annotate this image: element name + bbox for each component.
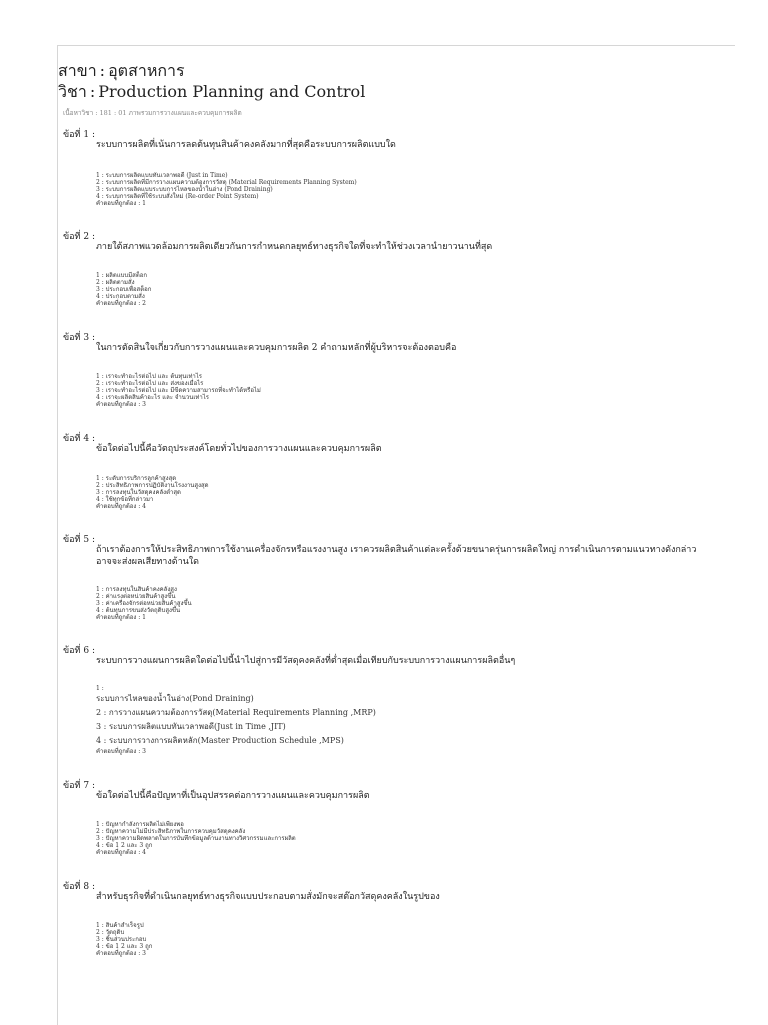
option-list: [96, 586, 192, 622]
option-4: 4 : ข้อ 1 2 และ 3 ถูก: [96, 842, 153, 849]
option-4: 4 : ระบบการวางการผลิตหลัก(Master Production Schedule ,MPS): [96, 736, 344, 745]
question-number: ข้อที่ 3 :: [63, 333, 95, 343]
option-1: ระบบการไหลของน้ำในอ่าง(Pond Draining): [96, 694, 254, 703]
option-4: 4 : ต้นทุนการขนส่งวัตถุดิบสูงขึ้น: [96, 607, 181, 614]
option-3: 3 : เราจะทำอะไรต่อไป และ มีขีดความสามารถที่จะทำได้หรือไม่: [96, 387, 261, 394]
option-3: 3 : ปัญหาความผิดพลาดในการบันทึกข้อมูลด้านงานทางวิศวกรรมและการผลิต: [96, 835, 296, 842]
option-3: 3 : ค่าเครื่องจักรต่อหน่วยสินค้าสูงขึ้น: [96, 600, 192, 607]
subject-label: วิชา: [58, 82, 87, 101]
question-5: [63, 535, 703, 621]
question-text: ถ้าเราต้องการให้ประสิทธิภาพการใช้งานเครื่องจักรหรือแรงงานสูง เราควรผลิตสินค้าแต่ละครั้งด้วยขนาดรุ่นการผลิตใหญ่ การดำเนินการตามแนวทางดังกล่าวอาจจะส่งผลเสียทางด้านใด: [96, 545, 697, 567]
branch-label: สาขา: [58, 61, 97, 80]
subject-value: Production Planning and Control: [98, 82, 366, 101]
question-text: ข้อใดต่อไปนี้คือปัญหาที่เป็นอุปสรรคต่อการวางแผนและควบคุมการผลิต: [96, 791, 370, 801]
question-text: ระบบการวางแผนการผลิตใดต่อไปนี้นำไปสู่การมีวัสดุคงคลังที่ต่ำสุดเมื่อเทียบกับระบบการวางแผนการผลิตอื่นๆ: [96, 656, 516, 666]
option-1: 1 : เราจะทำอะไรต่อไป และ ต้นทุนเท่าไร: [96, 373, 203, 380]
correct-answer: คำตอบที่ถูกต้อง : 4: [96, 849, 146, 856]
correct-answer: คำตอบที่ถูกต้อง : 2: [96, 300, 146, 307]
question-number: ข้อที่ 1 :: [63, 130, 95, 140]
option-4: 4 : ประกอบตามสั่ง: [96, 293, 145, 300]
option-list: [96, 821, 296, 857]
question-text: สำหรับธุรกิจที่ดำเนินกลยุทธ์ทางธุรกิจแบบประกอบตามสั่งมักจะสต๊อกวัสดุคงคลังในรูปของ: [96, 892, 440, 902]
question-8: [63, 882, 703, 957]
document-header: [58, 60, 718, 118]
option-1: 1 : ผลิตแบบมีสต็อก: [96, 272, 147, 279]
option-3: 3 : ชิ้นส่วนประกอบ: [96, 936, 147, 943]
branch-value: อุตสาหการ: [108, 61, 185, 80]
question-number: ข้อที่ 5 :: [63, 535, 95, 545]
option-4: 4 : ระบบการผลิตที่ใช้ระบบสั่งใหม่ (Re-order Point System): [96, 193, 259, 200]
option-list: [96, 373, 261, 409]
option-1: 1 : ปัญหากำลังการผลิตไม่เพียงพอ: [96, 821, 184, 828]
question-number: ข้อที่ 2 :: [63, 232, 95, 242]
correct-answer: คำตอบที่ถูกต้อง : 3: [96, 950, 146, 957]
option-list: [96, 922, 152, 958]
option-3: 3 : ระบบการผลิตแบบระบบการไหลของน้ำในอ่าง (Pond Draining): [96, 186, 273, 193]
question-text: ในการตัดสินใจเกี่ยวกับการวางแผนและควบคุมการผลิต 2 คำถามหลักที่ผู้บริหารจะต้องตอบคือ: [96, 343, 457, 353]
question-number: ข้อที่ 8 :: [63, 882, 95, 892]
option-4: 4 : ข้อ 1 2 และ 3 ถูก: [96, 943, 153, 950]
question-7: [63, 781, 703, 856]
question-text: ข้อใดต่อไปนี้คือวัตถุประสงค์โดยทั่วไปของการวางแผนและควบคุมการผลิต: [96, 444, 382, 454]
question-text: ระบบการผลิตที่เน้นการลดต้นทุนสินค้าคงคลังมากที่สุดคือระบบการผลิตแบบใด: [96, 140, 396, 150]
question-6: [63, 646, 703, 755]
option-1: 1 : ระดับการบริการลูกค้าสูงสุด: [96, 475, 177, 482]
option-2: 2 : ระบบการผลิตที่มีการวางแผนความต้องการวัสดุ (Material Requirements Planning System): [96, 179, 357, 186]
option-1: 1 : สินค้าสำเร็จรูป: [96, 922, 144, 929]
topic-line: เนื้อหาวิชา : 181 : 01 ภาพรวมการวางแผนและควบคุมการผลิต: [63, 109, 242, 117]
option-4: 4 : เราจะผลิตสินค้าอะไร และ จำนวนเท่าไร: [96, 394, 209, 401]
option-1: 1 : การลงทุนในสินค้าคงคลังสูง: [96, 586, 177, 593]
option-2: 2 : ค่าแรงต่อหน่วยสินค้าสูงขึ้น: [96, 593, 176, 600]
option-list: [96, 172, 357, 208]
correct-answer: คำตอบที่ถูกต้อง : 4: [96, 503, 146, 510]
option-2: 2 : การวางแผนความต้องการวัสดุ(Material Requirements Planning ,MRP): [96, 708, 376, 717]
option-2: 2 : ปัญหาความไม่มีประสิทธิภาพในการควบคุมวัสดุคงคลัง: [96, 828, 246, 835]
question-3: [63, 333, 703, 408]
question-number: ข้อที่ 4 :: [63, 434, 95, 444]
question-2: [63, 232, 703, 307]
option-3: 3 : การลงทุนในวัสดุคงคลังต่ำสุด: [96, 489, 181, 496]
correct-answer: คำตอบที่ถูกต้อง : 3: [96, 401, 146, 408]
option-list: [96, 272, 151, 308]
option-list: [96, 475, 209, 511]
branch-line: สาขา : อุตสาหการ: [58, 61, 185, 80]
option-2: 2 : เราจะทำอะไรต่อไป และ ส่งของเมื่อไร: [96, 380, 204, 387]
question-text: ภายใต้สภาพแวดล้อมการผลิตเดียวกันการกำหนดกลยุทธ์ทางธุรกิจใดที่จะทำให้ช่วงเวลานำยาวนานที่สุด: [96, 242, 493, 252]
option-4: 4 : ใช้ทุกข้อที่กล่าวมา: [96, 496, 154, 503]
correct-answer: คำตอบที่ถูกต้อง : 3: [96, 748, 146, 755]
correct-answer: คำตอบที่ถูกต้อง : 1: [96, 200, 146, 207]
option-2: 2 : ประสิทธิภาพการปฏิบัติงานโรงงานสูงสุด: [96, 482, 209, 489]
subject-line: วิชา : Production Planning and Control: [58, 82, 366, 101]
option-3: 3 : ประกอบเพื่อสต็อก: [96, 286, 152, 293]
option-3: 3 : ระบบการผลิตแบบทันเวลาพอดี(Just in Time ,JIT): [96, 722, 286, 731]
question-number: ข้อที่ 7 :: [63, 781, 95, 791]
option-1-prefix: 1 :: [96, 685, 104, 692]
question-1: [63, 130, 703, 207]
option-2: 2 : วัตถุดิบ: [96, 929, 125, 936]
option-list: [96, 685, 376, 756]
option-1: 1 : ระบบการผลิตแบบทันเวลาพอดี (Just in Time): [96, 172, 228, 179]
question-4: [63, 434, 703, 510]
question-number: ข้อที่ 6 :: [63, 646, 95, 656]
correct-answer: คำตอบที่ถูกต้อง : 1: [96, 614, 146, 621]
option-2: 2 : ผลิตตามสั่ง: [96, 279, 135, 286]
